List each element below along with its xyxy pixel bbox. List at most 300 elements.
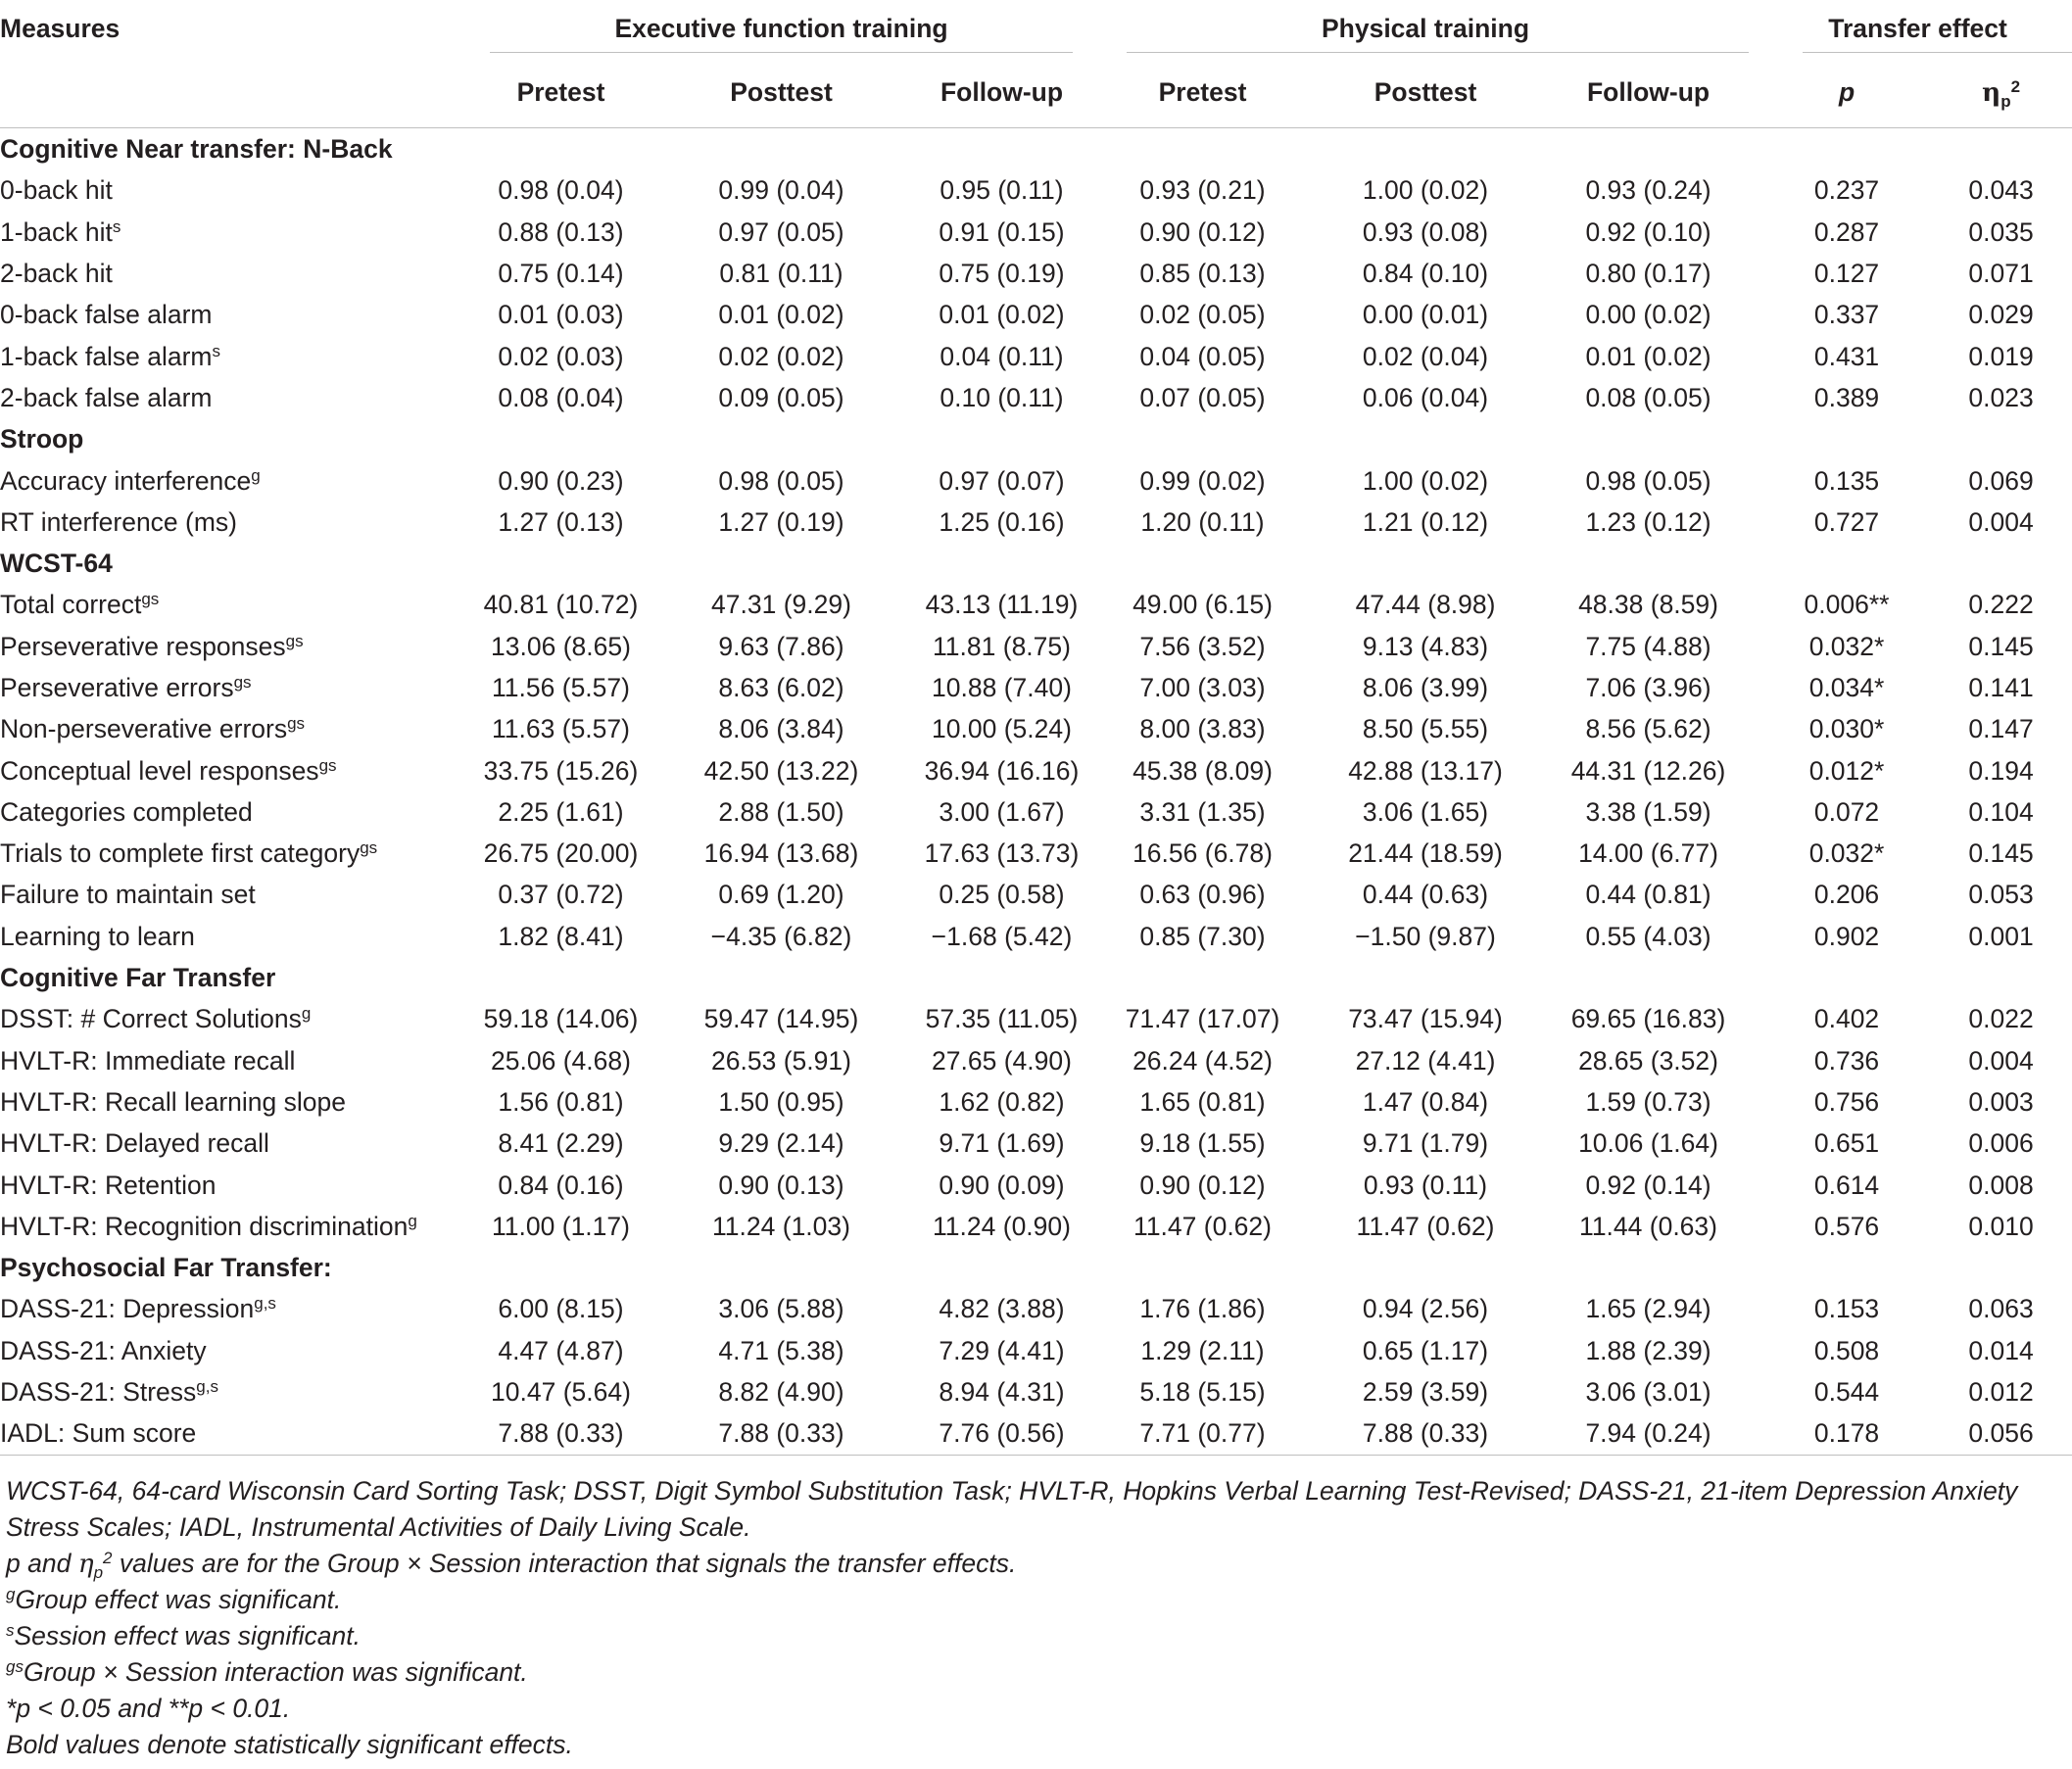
note-eta-symbol: η bbox=[77, 1549, 94, 1579]
value-ef-followup: 0.91 (0.15) bbox=[939, 216, 1065, 247]
value-ef-posttest: 0.09 (0.05) bbox=[718, 382, 844, 412]
value-pt-followup: 48.38 (8.59) bbox=[1578, 590, 1718, 620]
value-pt-posttest: 1.00 (0.02) bbox=[1362, 465, 1489, 496]
note-s-text: Session effect was significant. bbox=[14, 1621, 361, 1650]
value-ef-pretest: 4.47 (4.87) bbox=[498, 1335, 624, 1365]
table-row bbox=[0, 1412, 2072, 1455]
table-row bbox=[0, 1081, 2072, 1123]
value-ef-pretest: 0.37 (0.72) bbox=[498, 880, 624, 910]
header-row-sessions bbox=[0, 57, 2072, 128]
value-pt-posttest: 7.88 (0.33) bbox=[1318, 1412, 1533, 1455]
measure-label: DSST: # Correct Solutions bbox=[0, 1004, 302, 1034]
value-pt-posttest: 42.88 (13.17) bbox=[1348, 755, 1503, 786]
subheader-eta bbox=[1930, 57, 2072, 128]
measure-label: RT interference (ms) bbox=[0, 506, 238, 537]
eta-value: 0.023 bbox=[1968, 382, 2034, 412]
value-ef-followup: 10.00 (5.24) bbox=[932, 714, 1072, 744]
group-header-transfer bbox=[1763, 0, 2072, 57]
table-row bbox=[0, 212, 2072, 253]
measure-cell bbox=[0, 874, 475, 915]
note-significance-levels: *p < 0.05 and **p < 0.01. bbox=[6, 1694, 291, 1723]
table-row bbox=[0, 833, 2072, 874]
note-g-marker: g bbox=[6, 1585, 16, 1603]
p-value: 0.508 bbox=[1813, 1335, 1880, 1365]
value-ef-pretest: 1.56 (0.81) bbox=[498, 1086, 624, 1117]
measure-effect-marker: gs bbox=[141, 590, 160, 609]
measure-label: HVLT-R: Immediate recall bbox=[0, 1045, 296, 1076]
subheader-ef-followup: Follow-up bbox=[916, 57, 1087, 128]
value-ef-posttest: 9.29 (2.14) bbox=[718, 1128, 844, 1159]
section-title: WCST-64 bbox=[0, 549, 113, 579]
eta-value: 0.022 bbox=[1968, 1004, 2034, 1034]
value-pt-followup: 0.80 (0.17) bbox=[1585, 259, 1711, 289]
measure-cell bbox=[0, 1288, 475, 1329]
measure-label: 0-back false alarm bbox=[0, 300, 213, 330]
value-ef-posttest: 4.71 (5.38) bbox=[718, 1335, 844, 1365]
value-pt-followup: 3.38 (1.59) bbox=[1585, 796, 1711, 827]
note-g-text: Group effect was significant. bbox=[15, 1585, 342, 1614]
value-pt-posttest: 0.06 (0.04) bbox=[1362, 382, 1489, 412]
measure-cell bbox=[0, 1040, 475, 1081]
value-ef-posttest: 8.63 (6.02) bbox=[718, 673, 844, 702]
note-bold-values: Bold values denote statistically significant effects. bbox=[6, 1730, 573, 1759]
value-ef-followup: 0.25 (0.58) bbox=[939, 880, 1065, 910]
table-row bbox=[0, 377, 2072, 418]
value-pt-followup: 0.92 (0.10) bbox=[1585, 216, 1711, 247]
measure-cell bbox=[0, 502, 475, 543]
value-ef-pretest: 0.84 (0.16) bbox=[498, 1170, 624, 1200]
table-row bbox=[0, 1040, 2072, 1081]
value-ef-pretest: 2.25 (1.61) bbox=[498, 796, 624, 827]
measures-header: Measures bbox=[0, 14, 120, 43]
value-pt-posttest: 21.44 (18.59) bbox=[1348, 838, 1503, 869]
measure-effect-marker: g,s bbox=[254, 1294, 276, 1314]
value-ef-pretest: 25.06 (4.68) bbox=[491, 1045, 631, 1076]
eta-value: 0.104 bbox=[1968, 796, 2034, 827]
table-row bbox=[0, 1123, 2072, 1164]
eta-superscript: 2 bbox=[2010, 76, 2021, 96]
value-ef-pretest: 0.02 (0.03) bbox=[498, 341, 624, 371]
value-ef-followup: 8.94 (4.31) bbox=[939, 1377, 1065, 1408]
value-pt-pretest: 0.85 (0.13) bbox=[1139, 259, 1266, 289]
measure-effect-marker: gs bbox=[233, 673, 252, 692]
section-row bbox=[0, 543, 2072, 584]
eta-value: 0.056 bbox=[1930, 1412, 2072, 1455]
table-row bbox=[0, 502, 2072, 543]
measure-cell bbox=[0, 294, 475, 335]
measure-effect-marker: gs bbox=[360, 838, 378, 858]
p-value: 0.206 bbox=[1813, 880, 1880, 910]
measure-cell bbox=[0, 791, 475, 833]
eta-value: 0.063 bbox=[1968, 1294, 2034, 1324]
p-value: 0.032* bbox=[1808, 838, 1885, 869]
measure-label: Total correct bbox=[0, 590, 142, 620]
p-value: 0.402 bbox=[1813, 1004, 1880, 1034]
group-underline-transfer bbox=[1803, 52, 2072, 54]
value-ef-pretest: 11.00 (1.17) bbox=[492, 1211, 630, 1241]
subheader-ef-pretest: Pretest bbox=[475, 57, 647, 128]
note-interaction-effect bbox=[6, 1654, 2067, 1691]
p-value: 0.006** bbox=[1804, 590, 1890, 620]
table-row bbox=[0, 708, 2072, 749]
group-header-executive-label: Executive function training bbox=[614, 14, 948, 43]
p-value: 0.902 bbox=[1813, 921, 1880, 951]
eta-value: 0.019 bbox=[1968, 341, 2034, 371]
value-pt-posttest: 2.59 (3.59) bbox=[1362, 1377, 1489, 1408]
value-ef-pretest: 13.06 (8.65) bbox=[491, 631, 631, 661]
table-row bbox=[0, 749, 2072, 790]
value-pt-followup: 0.55 (4.03) bbox=[1585, 921, 1711, 951]
eta-value: 0.003 bbox=[1968, 1086, 2034, 1117]
value-pt-pretest: 11.47 (0.62) bbox=[1133, 1211, 1272, 1241]
p-value: 0.756 bbox=[1813, 1086, 1880, 1117]
measure-effect-marker: gs bbox=[285, 631, 304, 650]
value-pt-posttest: 1.47 (0.84) bbox=[1362, 1086, 1489, 1117]
value-ef-pretest: 1.82 (8.41) bbox=[498, 921, 624, 951]
value-pt-posttest: 0.93 (0.08) bbox=[1362, 216, 1489, 247]
value-ef-posttest: 1.50 (0.95) bbox=[718, 1086, 844, 1117]
value-pt-pretest: 1.65 (0.81) bbox=[1139, 1086, 1266, 1117]
value-pt-pretest: 7.00 (3.03) bbox=[1139, 673, 1266, 702]
measure-cell bbox=[0, 749, 475, 790]
value-pt-posttest: 1.00 (0.02) bbox=[1362, 175, 1489, 206]
value-ef-followup: 36.94 (16.16) bbox=[924, 755, 1080, 786]
value-pt-followup: 0.08 (0.05) bbox=[1585, 382, 1711, 412]
measure-effect-marker: s bbox=[212, 341, 221, 360]
p-value: 0.030* bbox=[1808, 714, 1885, 744]
section-row bbox=[0, 957, 2072, 998]
table-row bbox=[0, 335, 2072, 376]
table-row bbox=[0, 1288, 2072, 1329]
measure-label: HVLT-R: Recognition discrimination bbox=[0, 1211, 409, 1241]
value-pt-posttest: 0.00 (0.01) bbox=[1362, 300, 1489, 330]
value-pt-followup: 3.06 (3.01) bbox=[1585, 1377, 1711, 1408]
table-row bbox=[0, 459, 2072, 501]
note-p-eta-part-a: p and bbox=[6, 1549, 78, 1578]
value-ef-pretest: 11.63 (5.57) bbox=[492, 714, 630, 744]
eta-value: 0.043 bbox=[1968, 175, 2034, 206]
value-pt-followup: 44.31 (12.26) bbox=[1570, 755, 1726, 786]
value-pt-pretest: 0.63 (0.96) bbox=[1139, 880, 1266, 910]
measure-effect-marker: g bbox=[301, 1004, 312, 1024]
value-ef-pretest: 11.56 (5.57) bbox=[492, 673, 630, 702]
table-row bbox=[0, 998, 2072, 1039]
value-pt-pretest: 1.29 (2.11) bbox=[1140, 1335, 1265, 1365]
measure-label: Learning to learn bbox=[0, 921, 195, 951]
eta-value: 0.029 bbox=[1968, 300, 2034, 330]
table-row bbox=[0, 667, 2072, 708]
eta-value: 0.194 bbox=[1968, 755, 2034, 786]
value-pt-posttest: 0.65 (1.17) bbox=[1362, 1335, 1489, 1365]
measure-cell bbox=[0, 626, 475, 667]
value-ef-pretest: 10.47 (5.64) bbox=[491, 1377, 631, 1408]
p-value: 0.431 bbox=[1813, 341, 1880, 371]
note-abbreviations: WCST-64, 64-card Wisconsin Card Sorting Task; DSST, Digit Symbol Substitution Task; HVLT-R, Hopkins Verbal Learning Test-Revised; DASS-21, 21-item Depression Anxiety Stress Scales; IADL, Instrumental Activities of Daily Living Scale. bbox=[6, 1476, 2018, 1542]
p-value: 0.072 bbox=[1813, 796, 1880, 827]
measure-cell bbox=[0, 708, 475, 749]
value-ef-posttest: 26.53 (5.91) bbox=[711, 1045, 851, 1076]
measure-effect-marker: g bbox=[408, 1211, 417, 1230]
value-pt-posttest: 47.44 (8.98) bbox=[1355, 590, 1496, 620]
value-pt-pretest: 0.07 (0.05) bbox=[1139, 382, 1266, 412]
subheader-pt-pretest: Pretest bbox=[1087, 57, 1318, 128]
value-pt-posttest: 3.06 (1.65) bbox=[1362, 796, 1489, 827]
value-ef-pretest: 0.98 (0.04) bbox=[498, 175, 624, 206]
measure-cell bbox=[0, 998, 475, 1039]
value-ef-posttest: 8.82 (4.90) bbox=[718, 1377, 844, 1408]
table-row bbox=[0, 1371, 2072, 1412]
value-pt-posttest: 27.12 (4.41) bbox=[1355, 1045, 1496, 1076]
eta-value: 0.012 bbox=[1968, 1377, 2034, 1408]
value-ef-followup: 10.88 (7.40) bbox=[932, 673, 1072, 702]
p-value: 0.153 bbox=[1813, 1294, 1880, 1324]
value-ef-followup: 0.01 (0.02) bbox=[939, 300, 1065, 330]
value-ef-pretest: 26.75 (20.00) bbox=[483, 838, 639, 869]
table-row bbox=[0, 1206, 2072, 1247]
value-ef-pretest: 0.01 (0.03) bbox=[498, 300, 624, 330]
value-pt-pretest: 0.99 (0.02) bbox=[1139, 465, 1266, 496]
value-pt-pretest: 16.56 (6.78) bbox=[1132, 838, 1273, 869]
value-ef-posttest: 0.69 (1.20) bbox=[718, 880, 844, 910]
value-ef-posttest: 0.98 (0.05) bbox=[718, 465, 844, 496]
value-ef-pretest: 0.75 (0.14) bbox=[498, 259, 624, 289]
eta-subscript: p bbox=[2000, 91, 2011, 111]
measure-label: 1-back hit bbox=[0, 216, 113, 247]
value-pt-posttest: 0.44 (0.63) bbox=[1362, 880, 1489, 910]
value-pt-pretest: 0.93 (0.21) bbox=[1139, 175, 1266, 206]
p-value: 0.012* bbox=[1808, 755, 1885, 786]
value-ef-posttest: 42.50 (13.22) bbox=[703, 755, 859, 786]
value-ef-pretest: 7.88 (0.33) bbox=[475, 1412, 647, 1455]
value-ef-followup: 0.90 (0.09) bbox=[939, 1170, 1065, 1200]
value-ef-followup: 57.35 (11.05) bbox=[925, 1004, 1079, 1034]
measure-label: 0-back hit bbox=[0, 175, 113, 206]
measure-effect-marker: gs bbox=[318, 755, 337, 775]
table-body bbox=[0, 128, 2072, 1456]
table-row bbox=[0, 791, 2072, 833]
value-ef-posttest: 0.90 (0.13) bbox=[718, 1170, 844, 1200]
eta-symbol: η bbox=[1981, 76, 2001, 108]
measure-label: Perseverative errors bbox=[0, 673, 234, 702]
value-pt-posttest: 8.50 (5.55) bbox=[1362, 714, 1489, 744]
measure-cell bbox=[0, 335, 475, 376]
value-ef-pretest: 59.18 (14.06) bbox=[483, 1004, 639, 1034]
note-eta-superscript: 2 bbox=[103, 1549, 113, 1567]
value-ef-followup: 1.62 (0.82) bbox=[939, 1086, 1065, 1117]
value-pt-followup: 7.75 (4.88) bbox=[1585, 631, 1711, 661]
eta-value: 0.008 bbox=[1968, 1170, 2034, 1200]
table-row bbox=[0, 253, 2072, 294]
p-value: 0.287 bbox=[1813, 216, 1880, 247]
group-header-physical bbox=[1087, 0, 1763, 57]
measure-effect-marker: gs bbox=[287, 714, 306, 734]
value-pt-followup: 14.00 (6.77) bbox=[1578, 838, 1718, 869]
value-ef-followup: 0.04 (0.11) bbox=[940, 341, 1064, 371]
value-ef-followup: 43.13 (11.19) bbox=[925, 590, 1079, 620]
measure-effect-marker: g,s bbox=[196, 1377, 218, 1397]
value-ef-followup: 0.97 (0.07) bbox=[939, 465, 1065, 496]
header-blank bbox=[0, 57, 475, 128]
value-pt-pretest: 1.76 (1.86) bbox=[1139, 1294, 1266, 1324]
value-ef-followup: 3.00 (1.67) bbox=[939, 796, 1065, 827]
measure-cell bbox=[0, 1330, 475, 1371]
p-value: 0.389 bbox=[1813, 382, 1880, 412]
subheader-pt-posttest: Posttest bbox=[1318, 57, 1533, 128]
section-row bbox=[0, 128, 2072, 170]
table-row bbox=[0, 1330, 2072, 1371]
value-pt-pretest: 0.02 (0.05) bbox=[1139, 300, 1266, 330]
value-ef-followup: 4.82 (3.88) bbox=[939, 1294, 1065, 1324]
section-title: Psychosocial Far Transfer: bbox=[0, 1253, 332, 1283]
value-ef-posttest: −4.35 (6.82) bbox=[710, 921, 852, 951]
value-ef-posttest: 47.31 (9.29) bbox=[711, 590, 851, 620]
p-value: 0.135 bbox=[1813, 465, 1880, 496]
value-pt-pretest: 49.00 (6.15) bbox=[1132, 590, 1273, 620]
value-ef-posttest: 0.01 (0.02) bbox=[718, 300, 844, 330]
section-title: Stroop bbox=[0, 424, 84, 454]
value-ef-posttest: 2.88 (1.50) bbox=[718, 796, 844, 827]
note-session-effect bbox=[6, 1618, 2067, 1654]
measure-cell bbox=[0, 1371, 475, 1412]
measure-label: DASS-21: Anxiety bbox=[0, 1335, 207, 1365]
group-underline-physical bbox=[1127, 52, 1749, 54]
value-pt-pretest: 7.71 (0.77) bbox=[1087, 1412, 1318, 1455]
measure-cell bbox=[0, 1164, 475, 1205]
measure-label: Conceptual level responses bbox=[0, 755, 319, 786]
measure-cell bbox=[0, 833, 475, 874]
value-pt-pretest: 8.00 (3.83) bbox=[1139, 714, 1266, 744]
p-value: 0.034* bbox=[1808, 673, 1885, 702]
value-pt-followup: 1.23 (0.12) bbox=[1585, 506, 1711, 537]
measure-effect-marker: g bbox=[251, 465, 261, 485]
p-value: 0.237 bbox=[1813, 175, 1880, 206]
eta-value: 0.222 bbox=[1968, 590, 2034, 620]
group-header-transfer-label: Transfer effect bbox=[1828, 14, 2007, 43]
value-pt-followup: 0.93 (0.24) bbox=[1585, 175, 1711, 206]
eta-value: 0.053 bbox=[1968, 880, 2034, 910]
eta-value: 0.147 bbox=[1968, 714, 2034, 744]
eta-value: 0.069 bbox=[1968, 465, 2034, 496]
p-value: 0.127 bbox=[1813, 259, 1880, 289]
value-pt-followup: 11.44 (0.63) bbox=[1579, 1211, 1717, 1241]
value-pt-pretest: 1.20 (0.11) bbox=[1140, 506, 1265, 537]
measure-label: Trials to complete first category bbox=[0, 838, 361, 869]
measure-effect-marker: s bbox=[112, 216, 121, 236]
measure-label: Perseverative responses bbox=[0, 631, 286, 661]
measure-cell bbox=[0, 212, 475, 253]
measure-cell bbox=[0, 1081, 475, 1123]
measure-label: Failure to maintain set bbox=[0, 880, 256, 910]
eta-value: 0.145 bbox=[1968, 838, 2034, 869]
value-pt-followup: 0.98 (0.05) bbox=[1585, 465, 1711, 496]
value-pt-followup: 7.94 (0.24) bbox=[1533, 1412, 1763, 1455]
value-pt-followup: 69.65 (16.83) bbox=[1570, 1004, 1726, 1034]
value-pt-followup: 0.44 (0.81) bbox=[1585, 880, 1711, 910]
p-value: 0.544 bbox=[1813, 1377, 1880, 1408]
measure-label: Non-perseverative errors bbox=[0, 714, 288, 744]
measure-cell bbox=[0, 377, 475, 418]
value-ef-pretest: 33.75 (15.26) bbox=[483, 755, 639, 786]
value-ef-posttest: 0.81 (0.11) bbox=[719, 259, 843, 289]
value-pt-followup: 1.65 (2.94) bbox=[1585, 1294, 1711, 1324]
header-row-groups bbox=[0, 0, 2072, 57]
value-ef-pretest: 0.90 (0.23) bbox=[498, 465, 624, 496]
table-footnotes bbox=[6, 1473, 2067, 1763]
note-p-eta bbox=[6, 1546, 2067, 1582]
eta-value: 0.145 bbox=[1968, 631, 2034, 661]
value-pt-pretest: 0.85 (7.30) bbox=[1139, 921, 1266, 951]
measure-label: IADL: Sum score bbox=[0, 1418, 197, 1449]
eta-value: 0.006 bbox=[1968, 1128, 2034, 1159]
section-row bbox=[0, 1247, 2072, 1288]
value-ef-posttest: 3.06 (5.88) bbox=[718, 1294, 844, 1324]
value-pt-followup: 0.92 (0.14) bbox=[1585, 1170, 1711, 1200]
subheader-pt-followup: Follow-up bbox=[1533, 57, 1763, 128]
p-value: 0.576 bbox=[1813, 1211, 1880, 1241]
value-ef-followup: 27.65 (4.90) bbox=[932, 1045, 1072, 1076]
table-row bbox=[0, 294, 2072, 335]
value-pt-posttest: 1.21 (0.12) bbox=[1362, 506, 1489, 537]
value-ef-followup: 11.24 (0.90) bbox=[933, 1211, 1071, 1241]
value-pt-followup: 1.88 (2.39) bbox=[1585, 1335, 1711, 1365]
measure-cell bbox=[0, 916, 475, 957]
p-value: 0.178 bbox=[1763, 1412, 1930, 1455]
eta-value: 0.035 bbox=[1968, 216, 2034, 247]
measure-cell bbox=[0, 1412, 475, 1455]
value-ef-posttest: 7.88 (0.33) bbox=[647, 1412, 916, 1455]
measure-cell bbox=[0, 1206, 475, 1247]
value-pt-posttest: 8.06 (3.99) bbox=[1362, 673, 1489, 702]
eta-value: 0.014 bbox=[1968, 1335, 2034, 1365]
value-pt-pretest: 5.18 (5.15) bbox=[1139, 1377, 1266, 1408]
measure-label: HVLT-R: Delayed recall bbox=[0, 1128, 269, 1159]
measure-cell bbox=[0, 667, 475, 708]
group-header-executive bbox=[475, 0, 1087, 57]
note-s-marker: s bbox=[6, 1621, 15, 1640]
p-value: 0.727 bbox=[1813, 506, 1880, 537]
table-row bbox=[0, 584, 2072, 625]
group-underline-executive bbox=[490, 52, 1073, 54]
value-pt-followup: 7.06 (3.96) bbox=[1585, 673, 1711, 702]
eta-value: 0.141 bbox=[1968, 673, 2034, 702]
eta-value: 0.001 bbox=[1968, 921, 2034, 951]
value-pt-pretest: 3.31 (1.35) bbox=[1139, 796, 1266, 827]
p-value: 0.032* bbox=[1808, 631, 1885, 661]
value-ef-posttest: 9.63 (7.86) bbox=[718, 631, 844, 661]
value-pt-posttest: 0.84 (0.10) bbox=[1362, 259, 1489, 289]
value-ef-posttest: 16.94 (13.68) bbox=[703, 838, 859, 869]
value-pt-pretest: 45.38 (8.09) bbox=[1132, 755, 1273, 786]
value-pt-pretest: 7.56 (3.52) bbox=[1139, 631, 1266, 661]
measure-cell bbox=[0, 253, 475, 294]
measure-label: HVLT-R: Retention bbox=[0, 1170, 217, 1200]
value-ef-followup: 9.71 (1.69) bbox=[939, 1128, 1065, 1159]
measure-label: DASS-21: Depression bbox=[0, 1294, 255, 1324]
value-pt-posttest: 0.93 (0.11) bbox=[1363, 1170, 1488, 1200]
value-pt-posttest: 0.94 (2.56) bbox=[1362, 1294, 1489, 1324]
value-pt-posttest: 73.47 (15.94) bbox=[1348, 1004, 1503, 1034]
p-value: 0.736 bbox=[1813, 1045, 1880, 1076]
table-row bbox=[0, 1164, 2072, 1205]
measure-label: Accuracy interference bbox=[0, 465, 252, 496]
value-ef-posttest: 11.24 (1.03) bbox=[712, 1211, 850, 1241]
value-pt-pretest: 0.90 (0.12) bbox=[1139, 216, 1266, 247]
eta-value: 0.071 bbox=[1968, 259, 2034, 289]
value-pt-posttest: −1.50 (9.87) bbox=[1355, 921, 1496, 951]
value-pt-pretest: 71.47 (17.07) bbox=[1125, 1004, 1280, 1034]
section-title: Cognitive Far Transfer bbox=[0, 963, 276, 993]
measure-label: DASS-21: Stress bbox=[0, 1377, 197, 1408]
